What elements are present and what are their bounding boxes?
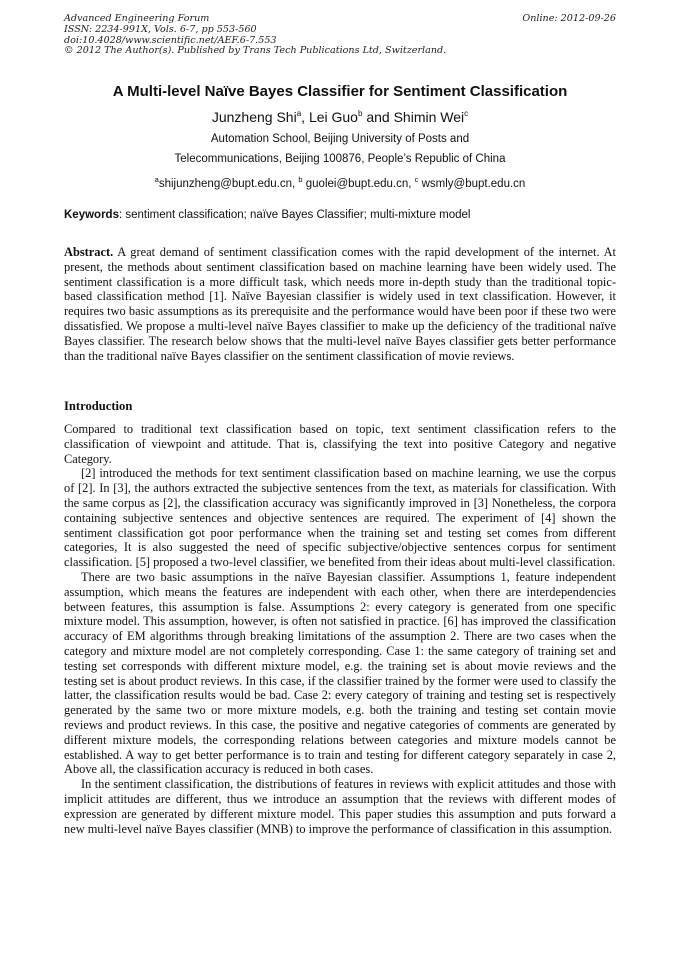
keywords-line [64, 207, 616, 223]
author-name: Lei Guo [308, 109, 358, 125]
paragraph: Compared to traditional text classification based on topic, text sentiment classification refers to the classification of viewpoint and attitude. That is, classifying the text into positive Category and negative Category. [64, 422, 616, 466]
journal-name: Advanced Engineering Forum [64, 13, 210, 24]
email-marker: a [154, 175, 159, 184]
email-marker: c [414, 175, 419, 184]
issn-line: ISSN: 2234-991X, Vols. 6-7, pp 553-560 [64, 23, 257, 35]
author-marker: b [357, 109, 363, 118]
title-block [64, 82, 616, 193]
abstract [64, 245, 616, 363]
online-date: Online: 2012-09-26 [522, 13, 616, 24]
copyright-line: © 2012 The Author(s). Published by Trans Tech Publications Ltd, Switzerland. [64, 45, 447, 57]
keywords-text: : sentiment classification; naïve Bayes Classifier; multi-mixture model [118, 209, 471, 221]
journal-header [64, 14, 616, 57]
author-separator: and [362, 109, 394, 125]
email-list: $^a$shijunzheng@bupt.edu.cn, $^b$ guolei@bupt.edu.cn, $^c$ wsmly@bupt.edu.cn [154, 175, 526, 190]
email-marker: b [298, 175, 303, 184]
doi-line: doi:10.4028/www.scientific.net/AEF.6-7.553 [64, 34, 277, 46]
section-heading: Introduction [64, 399, 133, 413]
author-name: Junzheng Shi [211, 109, 297, 125]
paper-title: A Multi-level Naïve Bayes Classifier for Sentiment Classification [112, 83, 568, 100]
abstract-label: Abstract. [64, 245, 114, 259]
author-name: Shimin Wei [393, 109, 465, 125]
email-address[interactable]: wsmly@bupt.edu.cn [421, 178, 526, 190]
keywords-label: Keywords [64, 209, 119, 221]
author-marker: a [296, 109, 302, 118]
author-separator: , [301, 109, 309, 125]
affiliation-line: Telecommunications, Beijing 100876, People’s Republic of China [174, 153, 506, 165]
author-marker: c [464, 109, 469, 118]
paragraph: There are two basic assumptions in the naïve Bayesian classifier. Assumptions 1, feature independent assumption, which means the features are independent with each other, when there are interdependencies between features, this assumption is false. Assumptions 2: every category is generated from one specific mixture model. This assumption, however, is often not satisfied in practice. [6] has improved the classification accuracy of EM algorithms through breaking limitations of the assumption 2. There are two cases when the category and mixture model are not completely corresponding. Case 1: the same category of training set and testing set corresponds with different mixture model, e.g. the training set is about movie reviews and the testing set is about product reviews. In this case, if the classifier trained by the former were used to classify the latter, the classification results would be bad. Case 2: every category of training and testing set is respectively generated by the same two or more mixture models, e.g. both the training and testing set contain movie reviews and product reviews. In this case, the positive and negative categories of comments are generated by different mixture models, the corresponding relations between categories and mixture models cannot be established. A way to get better performance is to train and testing for different category separately in case 2, Above all, the classification accuracy is reduced in both cases. [64, 569, 616, 777]
introduction-body [64, 422, 616, 836]
email-address[interactable]: guolei@bupt.edu.cn [305, 178, 409, 190]
abstract-text: A great demand of sentiment classification comes with the rapid development of the internet. At present, the methods about sentiment classification based on machine learning have been widely used. The sentiment classification is a more difficult task, which needs more in-depth study than the traditional topic-based classification method [1]. Naïve Bayesian classifier is widely used in text classification. However, it requires two basic assumptions as its prerequisite and the performance would have been poor if these two were dissatisfied. We propose a multi-level naïve Bayes classifier to make up the deficiency of the traditional naïve Bayes classifier. The research below shows that the multi-level naïve Bayes classifier gets better performance than the traditional naïve Bayes classifier on the sentiment classification of movie reviews. [64, 245, 616, 363]
affiliation-line: Automation School, Beijing University of Posts and [210, 133, 470, 145]
paragraph: In the sentiment classification, the distributions of features in reviews with explicit attitudes and those with implicit attitudes are different, thus we introduce an assumption that the reviews with different modes of expression are generated by different mixture model. This paper studies this assumption and puts forward a new multi-level naïve Bayes classifier (MNB) to improve the performance of classification in this assumption. [64, 777, 616, 836]
paragraph: [2] introduced the methods for text sentiment classification based on machine learning, we use the corpus of [2]. In [3], the authors extracted the subjective sentences from the text, as materials for classification. With the same corpus as [2], the classification accuracy was significantly improved in [3] Nonetheless, the corpora containing subjective sentences and objective sentences are required. The experiment of [4] shown the sentiment classification got poor performance when the training set and testing set comes from different categories, It is also suggested the need of specific subjective/objective sentences corpus for sentiment classification. [5] proposed a two-level classifier, we benefited from their ideas about multi-level classification. [64, 466, 616, 570]
email-address[interactable]: shijunzheng@bupt.edu.cn [158, 178, 292, 190]
author-list [64, 103, 616, 128]
